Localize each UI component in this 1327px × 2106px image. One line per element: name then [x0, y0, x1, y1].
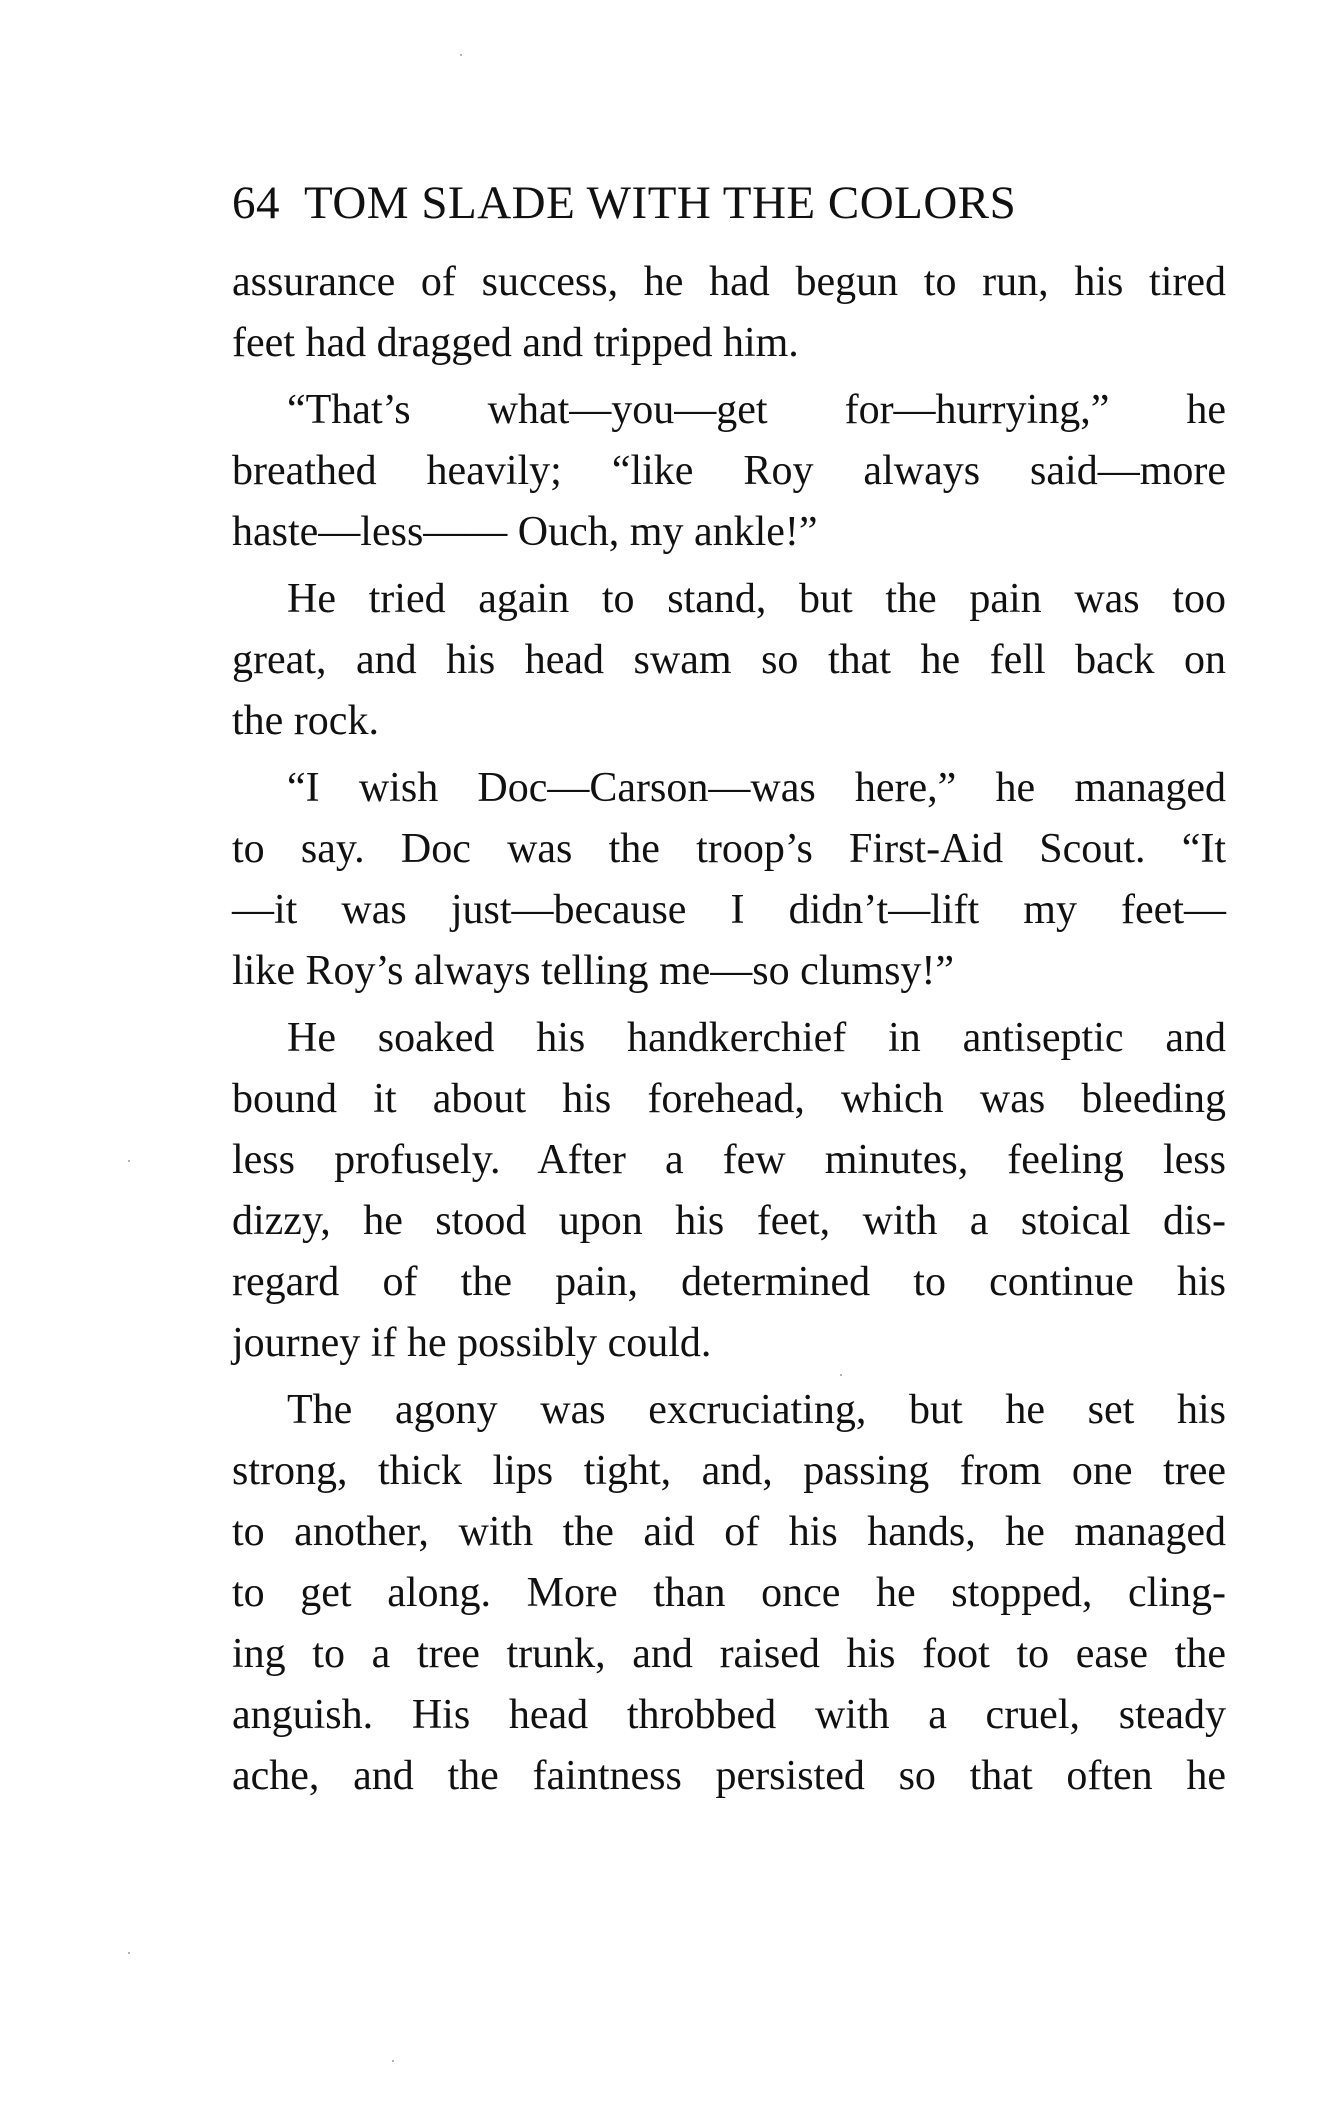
text-line: less profusely. After a few minutes, feeling less	[232, 1137, 1226, 1183]
paragraph	[232, 1008, 1226, 1374]
scan-speck	[460, 54, 462, 56]
text-line: assurance of success, he had begun to run, his tired	[232, 259, 1226, 305]
text-line: The agony was excruciating, but he set his	[287, 1387, 1226, 1433]
text-line: like Roy’s always telling me—so clumsy!”	[232, 948, 955, 994]
text-line: anguish. His head throbbed with a cruel, steady	[232, 1692, 1226, 1738]
running-title: TOM SLADE WITH THE COLORS	[304, 177, 1017, 229]
text-line: “I wish Doc—Carson—was here,” he managed	[287, 765, 1226, 811]
text-line: regard of the pain, determined to continue his	[232, 1259, 1226, 1305]
text-line: the rock.	[232, 698, 379, 744]
text-line: to say. Doc was the troop’s First-Aid Scout. “It	[232, 826, 1226, 872]
scan-speck	[128, 1952, 130, 1954]
text-line: ache, and the faintness persisted so that often he	[232, 1753, 1226, 1799]
text-line: to another, with the aid of his hands, he managed	[232, 1509, 1226, 1555]
text-line: great, and his head swam so that he fell back on	[232, 637, 1226, 683]
text-line: strong, thick lips tight, and, passing from one tree	[232, 1448, 1226, 1494]
paragraph	[232, 758, 1226, 1002]
text-line: He soaked his handkerchief in antiseptic and	[287, 1015, 1226, 1061]
text-line: bound it about his forehead, which was bleeding	[232, 1076, 1226, 1122]
paragraph	[232, 569, 1226, 752]
page-number: 64	[232, 177, 280, 229]
scan-speck	[840, 1374, 842, 1376]
text-line: dizzy, he stood upon his feet, with a stoical dis-	[232, 1198, 1226, 1244]
text-line: haste—less—— Ouch, my ankle!”	[232, 509, 818, 555]
scan-speck	[392, 2060, 394, 2062]
text-line: —it was just—because I didn’t—lift my feet—	[232, 887, 1226, 933]
text-line: He tried again to stand, but the pain was too	[287, 576, 1226, 622]
text-line: breathed heavily; “like Roy always said—more	[232, 448, 1226, 494]
running-header	[232, 168, 1232, 238]
body-text	[232, 252, 1226, 1813]
text-line: to get along. More than once he stopped, cling-	[232, 1570, 1226, 1616]
text-line: “That’s what—you—get for—hurrying,” he	[287, 387, 1226, 433]
paragraph	[232, 252, 1226, 374]
paragraph	[232, 1380, 1226, 1807]
text-line: journey if he possibly could.	[232, 1320, 712, 1366]
scan-speck	[128, 1160, 130, 1162]
text-line: feet had dragged and tripped him.	[232, 320, 799, 366]
text-line: ing to a tree trunk, and raised his foot to ease the	[232, 1631, 1226, 1677]
paragraph	[232, 380, 1226, 563]
